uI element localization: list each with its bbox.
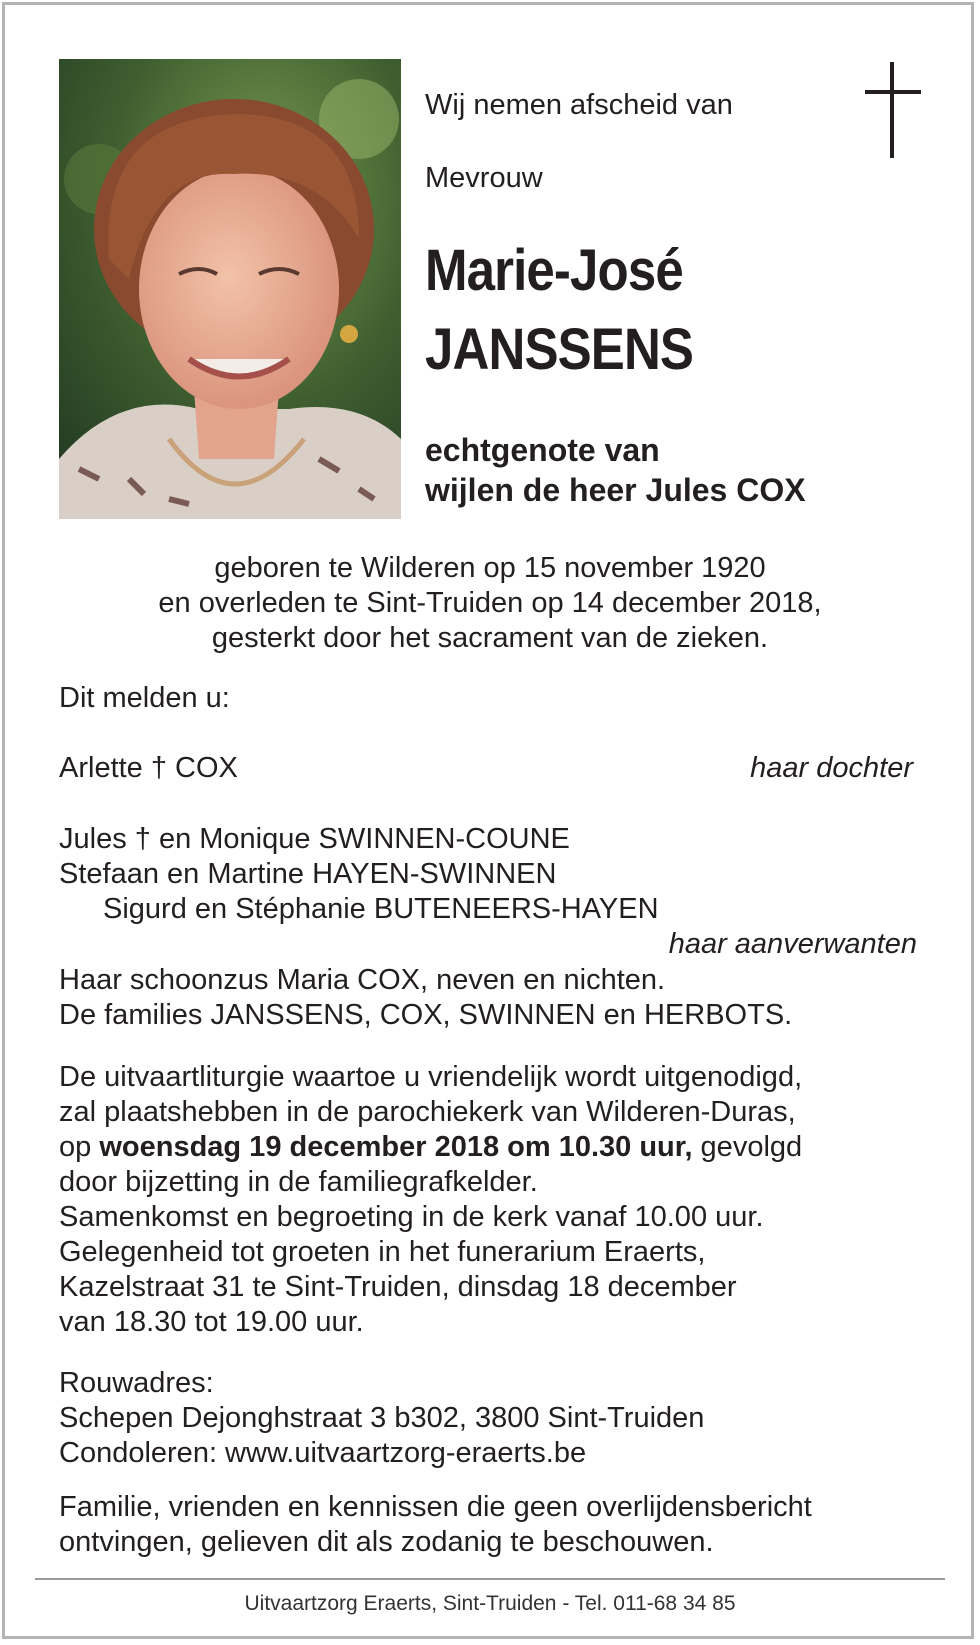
sacrament-line: gesterkt door het sacrament van de zieken.: [211, 622, 769, 654]
funeral-line: door bijzetting in de familiegrafkelder.: [59, 1166, 538, 1198]
announce-label: Dit melden u:: [59, 682, 230, 714]
others-line: Haar schoonzus Maria COX, neven en nichten.: [59, 964, 666, 996]
address-street: Schepen Dejonghstraat 3 b302, 3800 Sint-Truiden: [59, 1402, 705, 1434]
daughter-name: Arlette † COX: [59, 752, 238, 784]
daughter-relation: haar dochter: [750, 752, 913, 784]
relative-line: Jules † en Monique SWINNEN-COUNE: [59, 823, 570, 855]
closing-line: ontvingen, gelieven dit als zodanig te beschouwen.: [59, 1526, 714, 1558]
funeral-line: zal plaatshebben in de parochiekerk van Wilderen-Duras,: [59, 1096, 796, 1128]
address-label: Rouwadres:: [59, 1367, 214, 1399]
funeral-line: Gelegenheid tot groeten in het funerarium Eraerts,: [59, 1236, 706, 1268]
death-line: en overleden te Sint-Truiden op 14 december 2018,: [158, 587, 822, 619]
funeral-line: van 18.30 tot 19.00 uur.: [59, 1306, 364, 1338]
footer-text: Uitvaartzorg Eraerts, Sint-Truiden - Tel. 011-68 34 85: [244, 1592, 736, 1615]
cross-icon: [865, 62, 921, 158]
funeral-line: De uitvaartliturgie waartoe u vriendelijk wordt uitgenodigd,: [59, 1061, 803, 1093]
condolences-line: Condoleren: www.uitvaartzorg-eraerts.be: [59, 1437, 587, 1469]
funeral-line: Kazelstraat 31 te Sint-Truiden, dinsdag 18 december: [59, 1271, 737, 1303]
intro-text: Wij nemen afscheid van: [425, 89, 733, 121]
funeral-date-suffix: gevolgd: [692, 1131, 803, 1163]
funeral-date-prefix: op: [59, 1131, 100, 1163]
birth-line: geboren te Wilderen op 15 november 1920: [214, 552, 766, 584]
spouse-line-1: echtgenote van: [425, 432, 660, 468]
funeral-line: Samenkomst en begroeting in de kerk vanaf 10.00 uur.: [59, 1201, 764, 1233]
deceased-first-name: Marie-José: [425, 238, 683, 303]
others-line: De families JANSSENS, COX, SWINNEN en HERBOTS.: [59, 999, 793, 1031]
salutation: Mevrouw: [425, 162, 543, 194]
spouse-line-2: wijlen de heer Jules COX: [425, 472, 806, 508]
relative-line: Stefaan en Martine HAYEN-SWINNEN: [59, 858, 557, 890]
portrait-photo: [59, 59, 401, 519]
footer-divider: [35, 1578, 945, 1580]
relatives-relation: haar aanverwanten: [668, 928, 917, 960]
relative-line: Sigurd en Stéphanie BUTENEERS-HAYEN: [103, 893, 659, 925]
deceased-last-name: JANSSENS: [425, 317, 694, 382]
funeral-date: woensdag 19 december 2018 om 10.30 uur,: [99, 1131, 693, 1163]
funeral-date-line: [59, 1130, 802, 1164]
closing-line: Familie, vrienden en kennissen die geen overlijdensbericht: [59, 1491, 812, 1523]
